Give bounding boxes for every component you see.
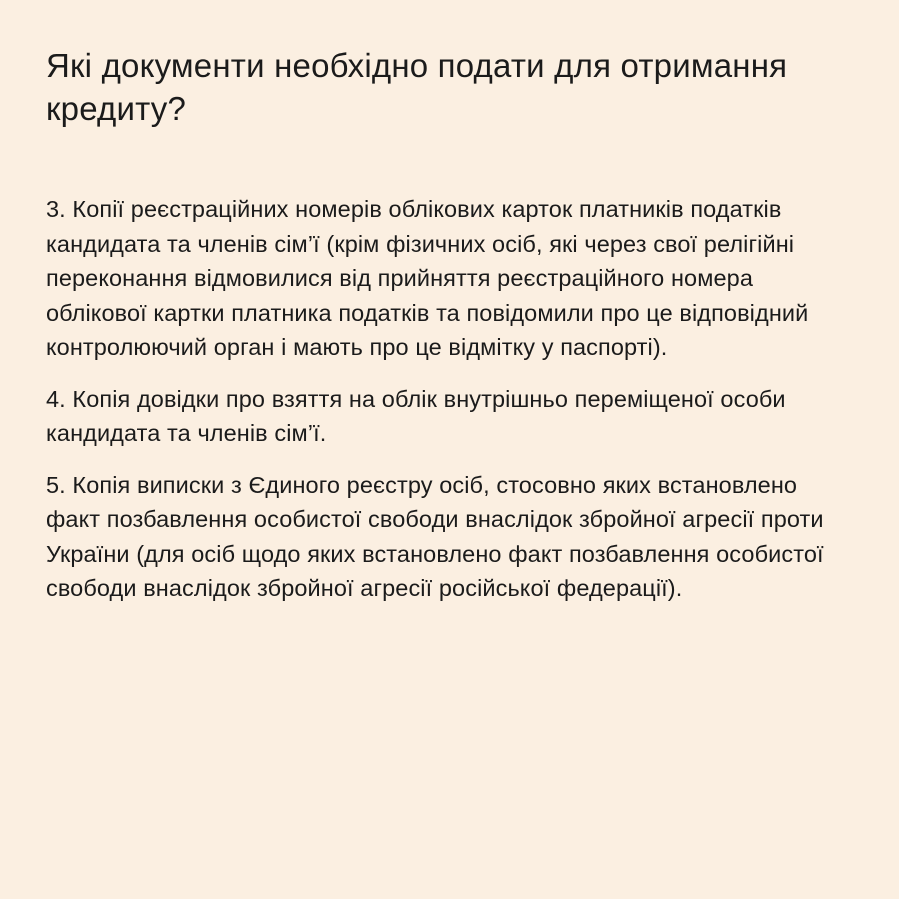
page-title: Які документи необхідно подати для отримання кредиту?	[46, 47, 788, 127]
list-item-5: 5. Копія виписки з Єдиного реєстру осіб, стосовно яких встановлено факт позбавлення особистої свободи внаслідок збройної агресії проти України (для осіб щодо яких встановлено факт позбавлення особистої свободи внаслідок збройної агресії російської федерації).	[46, 471, 824, 601]
document-list	[46, 192, 847, 606]
list-item-3: 3. Копії реєстраційних номерів облікових карток платників податків кандидата та членів сім’ї (крім фізичних осіб, які через свої релігійні переконання відмовилися від прийняття реєстраційного номера облікової картки платника податків та повідомили про це відповідний контролюючий орган і мають про це відмітку у паспорті).	[46, 196, 809, 360]
list-item-4: 4. Копія довідки про взяття на облік внутрішньо переміщеної особи кандидата та членів сім’ї.	[46, 385, 786, 446]
